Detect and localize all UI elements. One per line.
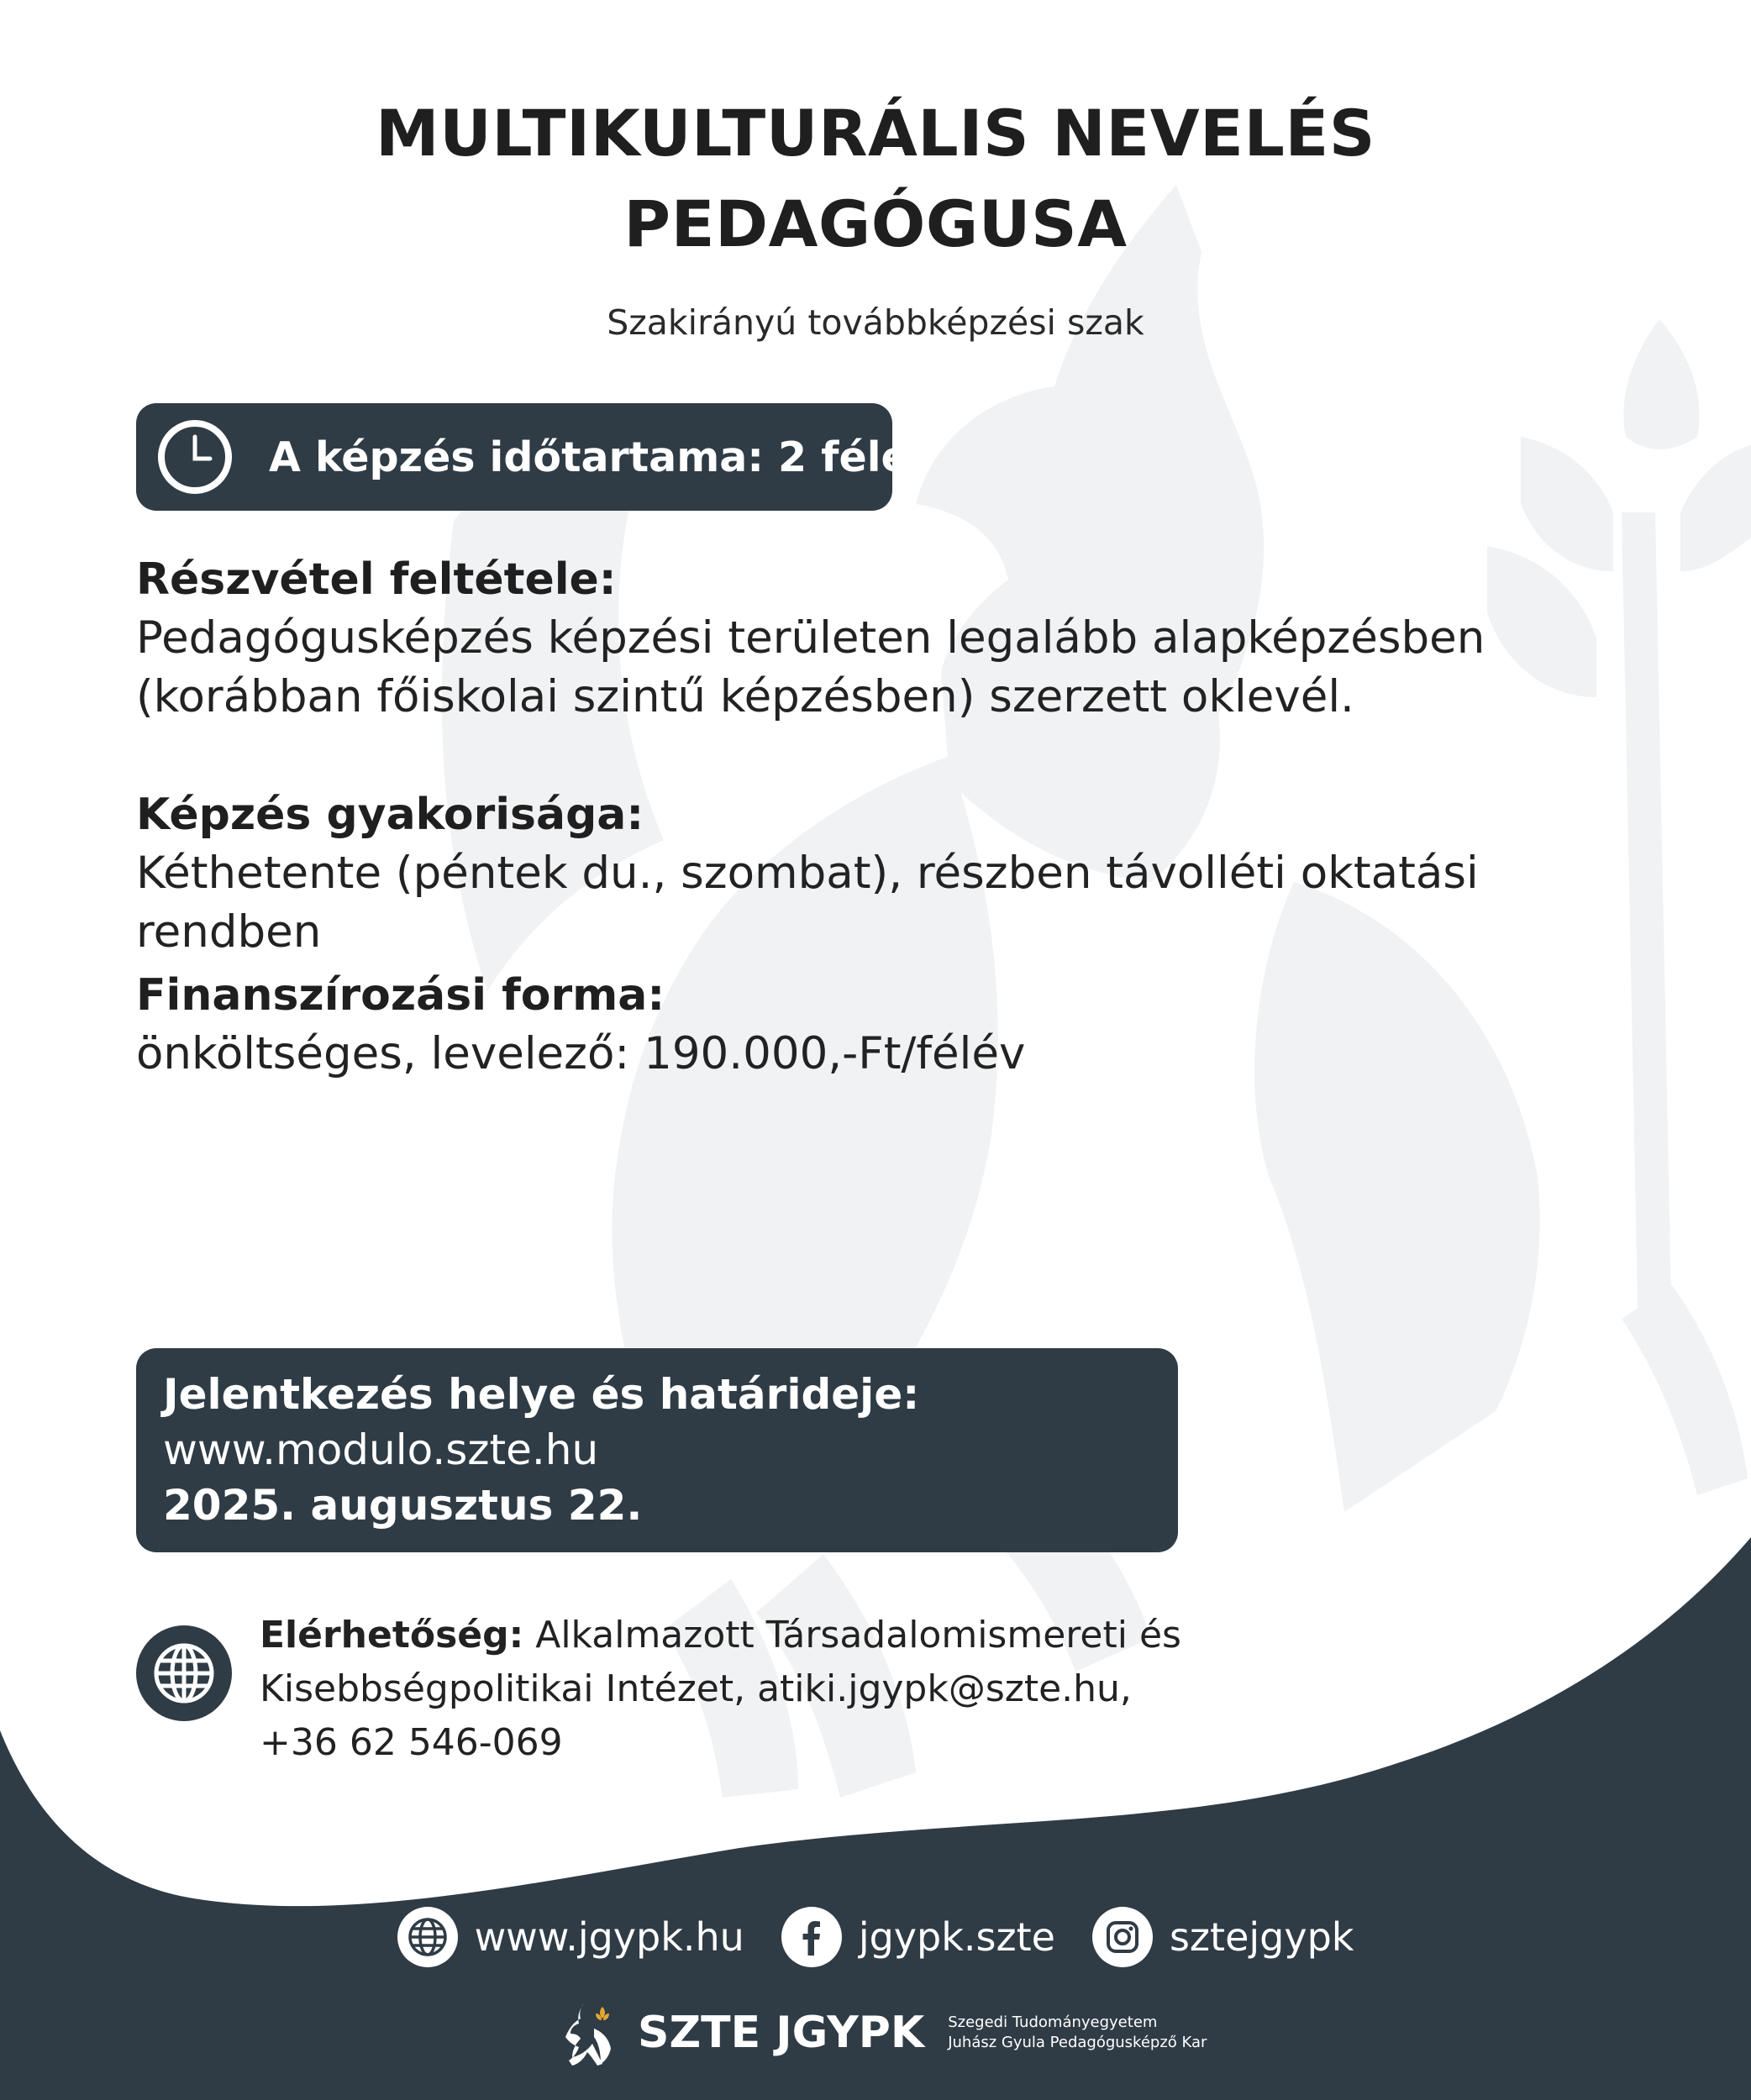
- section-line: Pedagógusképzés képzési területen legalább alapképzésben: [136, 612, 1485, 664]
- application-heading: Jelentkezés helye és határideje:: [163, 1370, 920, 1419]
- social-website[interactable]: [397, 1907, 744, 1967]
- social-links: [0, 1907, 1751, 1967]
- duration-banner: [136, 403, 936, 511]
- section-participation: [136, 550, 1648, 727]
- application-deadline: 2025. augusztus 22.: [163, 1481, 643, 1530]
- clock-icon: [156, 418, 234, 496]
- social-facebook[interactable]: [781, 1907, 1055, 1967]
- section-line: (korábban főiskolai szintű képzésben) szerzett oklevél.: [136, 671, 1354, 722]
- globe-icon: [136, 1625, 232, 1721]
- bird-emblem-icon: [550, 1995, 626, 2071]
- page-title: [0, 88, 1751, 270]
- title-line-1: MULTIKULTURÁLIS NEVELÉS: [375, 96, 1376, 171]
- social-instagram[interactable]: [1092, 1907, 1354, 1967]
- social-website-text: www.jgypk.hu: [474, 1914, 744, 1960]
- contact-line-3: +36 62 546-069: [260, 1721, 563, 1764]
- contact-line-1: Alkalmazott Társadalomismereti és: [523, 1614, 1181, 1656]
- facebook-icon: [781, 1907, 842, 1967]
- section-heading: Képzés gyakorisága:: [136, 790, 644, 840]
- application-box: [136, 1348, 1178, 1552]
- social-instagram-text: sztejgypk: [1169, 1914, 1354, 1960]
- duration-text: A képzés időtartama: 2 félév: [269, 433, 936, 481]
- application-url[interactable]: www.modulo.szte.hu: [163, 1425, 599, 1474]
- contact-line-2: Kisebbségpolitikai Intézet, atiki.jgypk@szte.hu,: [260, 1667, 1132, 1710]
- section-heading: Finanszírozási forma:: [136, 970, 665, 1021]
- logo-name: SZTE JGYPK: [638, 2008, 925, 2058]
- section-line: önköltséges, levelező: 190.000,-Ft/félév: [136, 1028, 1026, 1079]
- logo-sub-line-1: Szegedi Tudományegyetem: [948, 2013, 1158, 2031]
- university-logo: [550, 1995, 1207, 2071]
- contact-text: [260, 1609, 1226, 1770]
- logo-subtitle: [948, 2013, 1207, 2053]
- logo-sub-line-2: Juhász Gyula Pedagógusképző Kar: [948, 2034, 1207, 2051]
- section-frequency: [136, 785, 1648, 962]
- social-facebook-text: jgypk.szte: [858, 1914, 1055, 1960]
- page-subtitle: Szakirányú továbbképzési szak: [607, 302, 1144, 343]
- section-financing: [136, 966, 1648, 1084]
- section-line: Kéthetente (péntek du., szombat), részben távolléti oktatási rendben: [136, 848, 1479, 958]
- globe-icon: [397, 1907, 458, 1967]
- title-line-2: PEDAGÓGUSA: [623, 186, 1128, 261]
- contact-label: Elérhetőség:: [260, 1614, 524, 1656]
- section-heading: Részvétel feltétele:: [136, 554, 617, 605]
- instagram-icon: [1092, 1907, 1153, 1967]
